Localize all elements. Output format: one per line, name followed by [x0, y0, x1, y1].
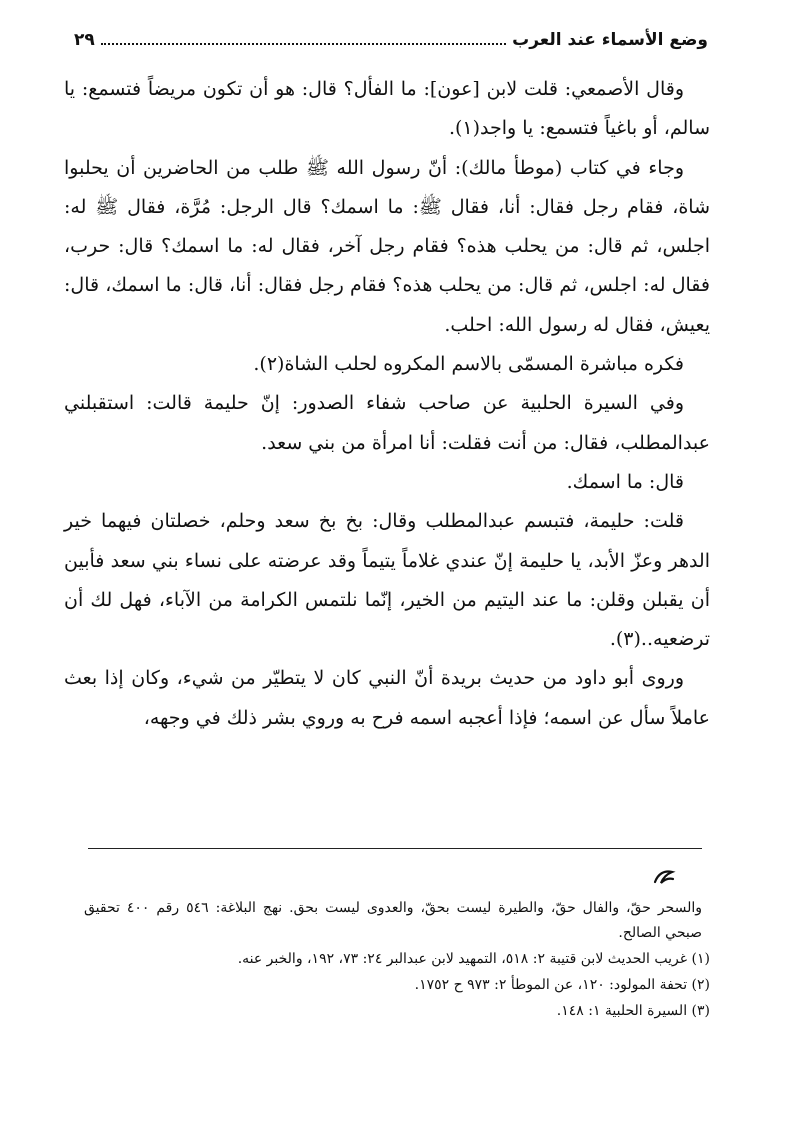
- running-header: [74, 30, 708, 64]
- footnote: (٣) السيرة الحلبية ١: ١٤٨.: [556, 1003, 710, 1019]
- paragraph: وفي السيرة الحلبية عن صاحب شفاء الصدور: إنّ حليمة قالت: استقبلني عبدالمطلب، فقال: من أنت فقلت: أنا امرأة من بني سعد.: [64, 392, 710, 454]
- footnote: (١) غريب الحديث لابن قتيبة ٢: ٥١٨، التمهيد لابن عبدالبر ٢٤: ٧٣، ١٩٢، والخبر عنه.: [237, 951, 710, 967]
- header-title: وضع الأسماء عند العرب: [512, 30, 708, 50]
- paragraph: وروى أبو داود من حديث بريدة أنّ النبي كان لا يتطيّر من شيء، وكان إذا بعث عاملاً سأل عن اسمه؛ فإذا أعجبه اسمه فرح به وروي بشر ذلك في وجهه،: [64, 667, 710, 729]
- footnote: (٢) تحفة المولود: ١٢٠، عن الموطأ ٢: ٩٧٣ ح ١٧٥٢.: [414, 977, 710, 993]
- paragraph: فكره مباشرة المسمّى بالاسم المكروه لحلب الشاة(٢).: [253, 353, 684, 376]
- header-dot-leader: [101, 31, 506, 45]
- footnotes: [84, 896, 710, 1024]
- footnote-continuation: والسحر حقّ، والفال حقّ، والطيرة ليست بحقّ، والعدوى ليست بحق. نهج البلاغة: ٥٤٦ رقم ٤٠٠ تحقيق صبحي الصالح.: [84, 900, 702, 941]
- paragraph: قال: ما اسمك.: [566, 470, 684, 493]
- page-number: ٢٩: [74, 30, 95, 50]
- paragraph: قلت: حليمة، فتبسم عبدالمطلب وقال: بخ بخ سعد وحلم، خصلتان فيهما خير الدهر وعزّ الأبد، يا حليمة إنّ عندي غلاماً يتيماً وقد عرضته على نساء بني سعد فأبين أن يقبلن وقلن: ما عند اليتيم من الخير، إنّما نلتمس الكرامة من الآباء، فهل لك أن ترضعيه..(٣).: [64, 510, 710, 651]
- footnote-separator: [88, 848, 702, 849]
- main-text: [64, 70, 710, 738]
- paragraph: وجاء في كتاب (موطأ مالك): أنّ رسول الله ﷺ طلب من الحاضرين أن يحلبوا شاة، فقام رجل فقال: أنا، فقال ﷺ: ما اسمك؟ قال الرجل: مُرَّة، فقال ﷺ له: اجلس، ثم قال: من يحلب هذه؟ فقام رجل آخر، فقال له: ما اسمك؟ قال: حرب، فقال له: اجلس، ثم قال: من يحلب هذه؟ فقام رجل فقال: أنا، قال: ما اسمك، قال: يعيش، فقال له رسول الله: احلب.: [64, 156, 710, 336]
- paragraph: وقال الأصمعي: قلت لابن [عون]: ما الفأل؟ قال: هو أن تكون مريضاً فتسمع: يا سالم، أو باغياً فتسمع: يا واجد(١).: [64, 78, 710, 140]
- footnote-continuation-icon: [652, 866, 676, 888]
